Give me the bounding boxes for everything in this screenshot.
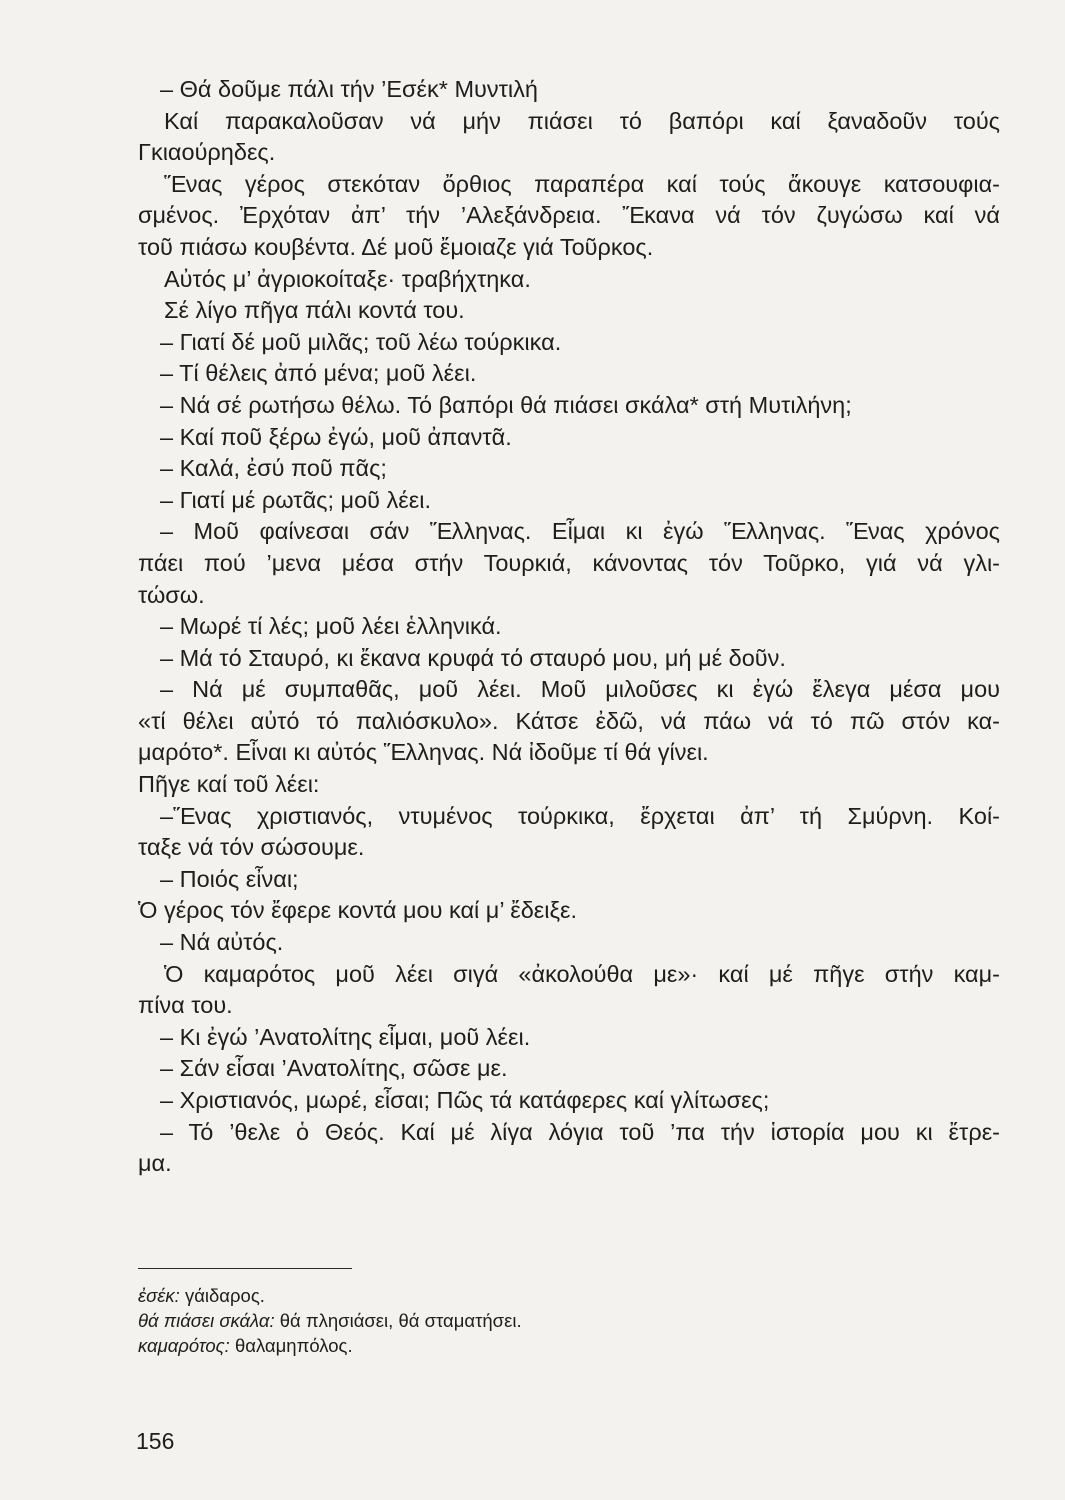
text-line: ταξε νά τόν σώσουμε. [138,834,365,861]
text-line: – Κι ἐγώ ’Ανατολίτης εἶμαι, μοῦ λέει. [160,1023,531,1050]
text-line: – Τί θέλεις ἀπό μένα; μοῦ λέει. [160,360,477,387]
text-line: – Μωρέ τί λές; μοῦ λέει ἑλληνικά. [160,613,502,640]
text-line: – Καί ποῦ ξέρω ἐγώ, μοῦ ἀπαντᾶ. [160,423,512,450]
text-line: Ἕνας γέρος στεκόταν ὄρθιος παραπέρα καί τούς ἄκουγε κατσουφια- [164,170,1000,197]
text-line: – Μά τό Σταυρό, κι ἔκανα κρυφά τό σταυρό μου, μή μέ δοῦν. [160,644,786,671]
text-line: Ὁ καμαρότος μοῦ λέει σιγά «ἀκολούθα με»· καί μέ πῆγε στήν καμ- [164,960,1000,987]
text-line: μα. [138,1150,172,1177]
footnote-term: θά πιάσει σκάλα: [138,1310,275,1331]
text-line: – Καλά, ἐσύ ποῦ πᾶς; [160,455,387,482]
footnote [138,1308,522,1333]
text-line: Καί παρακαλοῦσαν νά μήν πιάσει τό βαπόρι καί ξαναδοῦν τούς [164,107,1000,134]
text-line: – Νά αὐτός. [160,929,284,956]
text-line: Αὐτός μ’ ἀγριοκοίταξε· τραβήχτηκα. [164,265,531,292]
text-line: – Τό ’θελε ὁ Θεός. Καί μέ λίγα λόγια τοῦ ’πα τήν ἱστορία μου κι ἔτρε- [160,1118,1000,1145]
footnote-definition: θαλαμηπόλος. [234,1335,353,1356]
text-line: – Νά μέ συμπαθᾶς, μοῦ λέει. Μοῦ μιλοῦσες κι ἐγώ ἔλεγα μέσα μου [160,676,1000,703]
text-line: – Χριστιανός, μωρέ, εἶσαι; Πῶς τά κατάφερες καί γλίτωσες; [160,1087,770,1113]
text-line: πίνα του. [138,992,233,1019]
text-line: Πῆγε καί τοῦ λέει: [138,771,320,798]
text-line: σμένος. Ἐρχόταν ἀπ’ τήν ’Αλεξάνδρεια. Ἔκανα νά τόν ζυγώσω καί νά [138,202,1000,229]
footnote [138,1283,522,1308]
text-line: – Σάν εἶσαι ’Ανατολίτης, σῶσε με. [160,1055,508,1082]
page-number: 156 [136,1428,175,1454]
text-line: τώσω. [138,581,205,608]
text-line: – Θά δοῦμε πάλι τήν ’Εσέκ* Μυντιλή [160,76,538,102]
body-text [138,74,1000,1180]
text-line: πάει πού ’μενα μέσα στήν Τουρκιά, κάνοντας τόν Τοῦρκο, γιά νά γλι- [138,549,1000,576]
text-line: Γκιαούρηδες. [138,139,276,166]
footnote-definition: θά πλησιάσει, θά σταματήσει. [279,1310,522,1331]
text-line: – Γιατί δέ μοῦ μιλᾶς; τοῦ λέω τούρκικα. [160,328,562,355]
footnotes [138,1283,522,1358]
text-line: – Νά σέ ρωτήσω θέλω. Τό βαπόρι θά πιάσει σκάλα* στή Μυτιλήνη; [160,391,852,418]
footnote-term: καμαρότος: [138,1335,230,1356]
footnote-term: ἐσέκ: [138,1285,180,1306]
text-line: «τί θέλει αὐτό τό παλιόσκυλο». Κάτσε ἐδῶ, νά πάω νά τό πῶ στόν κα- [138,707,1000,734]
text-line: –Ἕνας χριστιανός, ντυμένος τούρκικα, ἔρχεται ἀπ’ τή Σμύρνη. Κοί- [160,802,1000,829]
text-line: – Μοῦ φαίνεσαι σάν Ἕλληνας. Εἶμαι κι ἐγώ Ἕλληνας. Ἕνας χρόνος [160,518,1000,545]
text-line: – Γιατί μέ ρωτᾶς; μοῦ λέει. [160,486,431,513]
footnote-definition: γάιδαρος. [184,1285,265,1306]
text-line: μαρότο*. Εἶναι κι αὐτός Ἕλληνας. Νά ἰδοῦμε τί θά γίνει. [138,739,709,766]
text-line: – Ποιός εἶναι; [160,865,299,892]
footnote [138,1333,522,1358]
text-line: τοῦ πιάσω κουβέντα. Δέ μοῦ ἔμοιαζε γιά Τοῦρκος. [138,233,654,260]
text-line: Σέ λίγο πῆγα πάλι κοντά του. [164,297,465,324]
text-line: Ὁ γέρος τόν ἔφερε κοντά μου καί μ’ ἔδειξε. [138,897,578,924]
footnote-divider [138,1268,352,1269]
